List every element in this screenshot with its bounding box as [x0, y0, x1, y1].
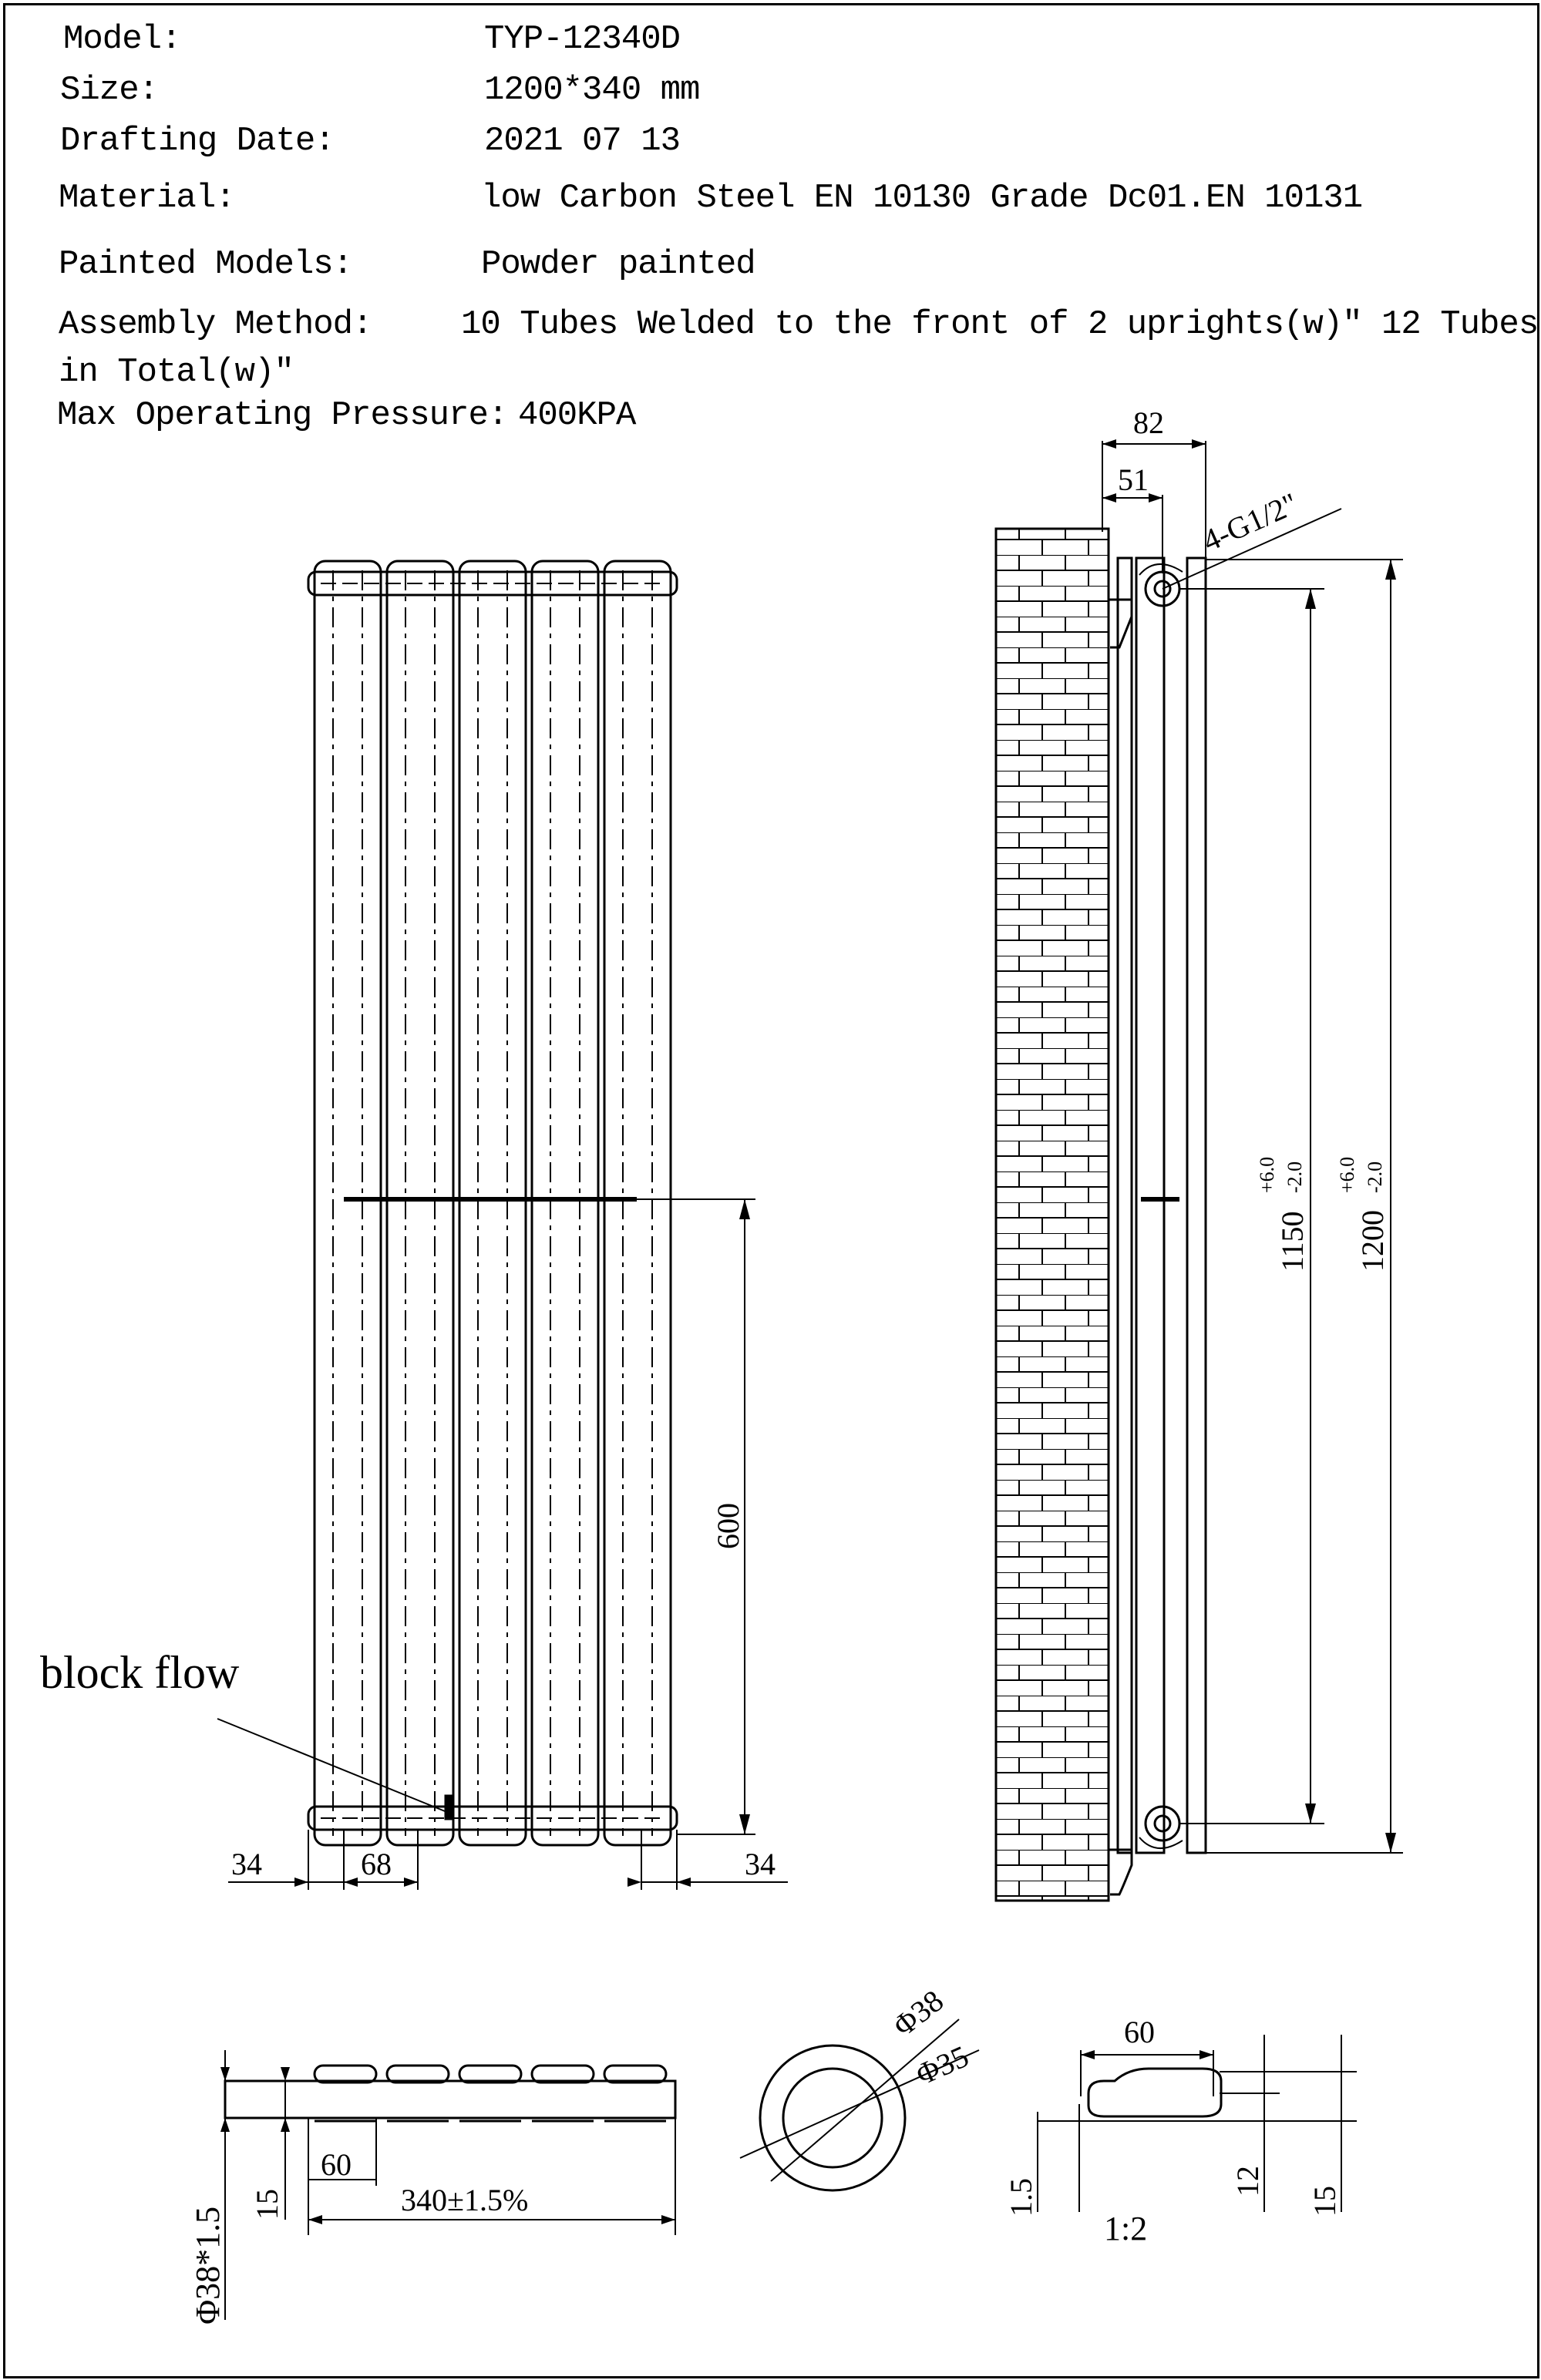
tube-2	[387, 561, 453, 1845]
tube-dim-15: 15	[1307, 2186, 1342, 2217]
dim-51: 51	[1118, 462, 1149, 497]
tube-3	[459, 561, 526, 1845]
dim-1200: 1200	[1355, 1210, 1390, 1272]
block-flow-plug	[446, 1796, 453, 1819]
outer-diameter: Φ38	[886, 1982, 951, 2044]
bottom-valve-outer	[1146, 1807, 1179, 1840]
connection-label: 4-G1/2"	[1197, 486, 1304, 559]
tube-dim-12: 12	[1230, 2166, 1265, 2197]
tube-section	[1038, 2035, 1357, 2212]
assembly-value-cont: in Total(w)"	[59, 353, 294, 392]
tube-4	[532, 561, 598, 1845]
bottom-valve-inner	[1155, 1816, 1170, 1831]
dim-1150-tol-upper: +6.0	[1256, 1156, 1278, 1193]
front-view	[217, 561, 788, 1890]
model-value: TYP-12340D	[484, 20, 681, 59]
painted-value: Powder painted	[481, 245, 755, 284]
drafting-date-label: Drafting Date:	[60, 122, 335, 160]
assembly-label: Assembly Method:	[59, 305, 372, 344]
tube-1	[315, 561, 381, 1845]
plan-dim-width: 340±1.5%	[401, 2183, 529, 2217]
inner-diameter: Φ35	[910, 2038, 974, 2093]
pressure-label: Max Operating Pressure:	[57, 396, 508, 435]
front-tube	[1187, 558, 1206, 1853]
material-value: low Carbon Steel EN 10130 Grade Dc01.EN 10131	[481, 179, 1363, 217]
dim-82: 82	[1133, 405, 1164, 440]
upright-tube	[1136, 558, 1164, 1853]
drafting-date-value: 2021 07 13	[484, 122, 681, 160]
top-bracket	[1109, 600, 1132, 647]
bottom-bracket	[1109, 1850, 1132, 1894]
plan-dim-15: 15	[250, 2189, 284, 2220]
outer-circle	[760, 2046, 905, 2190]
tube-5	[604, 561, 671, 1845]
plan-dim-upright: Φ38*1.5	[189, 2206, 227, 2325]
pressure-value: 400KPA	[518, 396, 636, 435]
tube-dim-1-5: 1.5	[1004, 2178, 1038, 2217]
dim-1200-tol-lower: -2.0	[1364, 1161, 1386, 1193]
dim-600: 600	[711, 1503, 745, 1549]
tube-dim-60: 60	[1124, 2015, 1155, 2049]
scale-label: 1:2	[1104, 2210, 1148, 2247]
tube-profile	[1088, 2069, 1221, 2116]
dim-68: 68	[361, 1847, 392, 1881]
upright-back	[1118, 558, 1132, 1853]
top-header	[308, 572, 677, 595]
dim-34-left: 34	[231, 1847, 262, 1881]
dim-1200-tol-upper: +6.0	[1336, 1156, 1358, 1193]
dim-34-right: 34	[745, 1847, 776, 1881]
dim-1150: 1150	[1275, 1211, 1310, 1272]
assembly-value: 10 Tubes Welded to the front of 2 uprights(w)" 12 Tubes	[461, 305, 1539, 344]
painted-label: Painted Models:	[59, 245, 353, 284]
model-label: Model:	[63, 20, 181, 59]
material-label: Material:	[59, 179, 235, 217]
brick-wall	[996, 529, 1109, 1901]
diameter-38-leader	[771, 2019, 959, 2181]
plan-upright	[225, 2081, 675, 2118]
plan-dim-60: 60	[321, 2147, 352, 2182]
size-label: Size:	[60, 71, 159, 109]
size-value: 1200*340 mm	[484, 71, 700, 109]
block-flow-label: block flow	[40, 1647, 240, 1698]
inner-circle	[783, 2069, 882, 2167]
bottom-header	[308, 1807, 677, 1830]
dim-1150-tol-lower: -2.0	[1284, 1161, 1306, 1193]
